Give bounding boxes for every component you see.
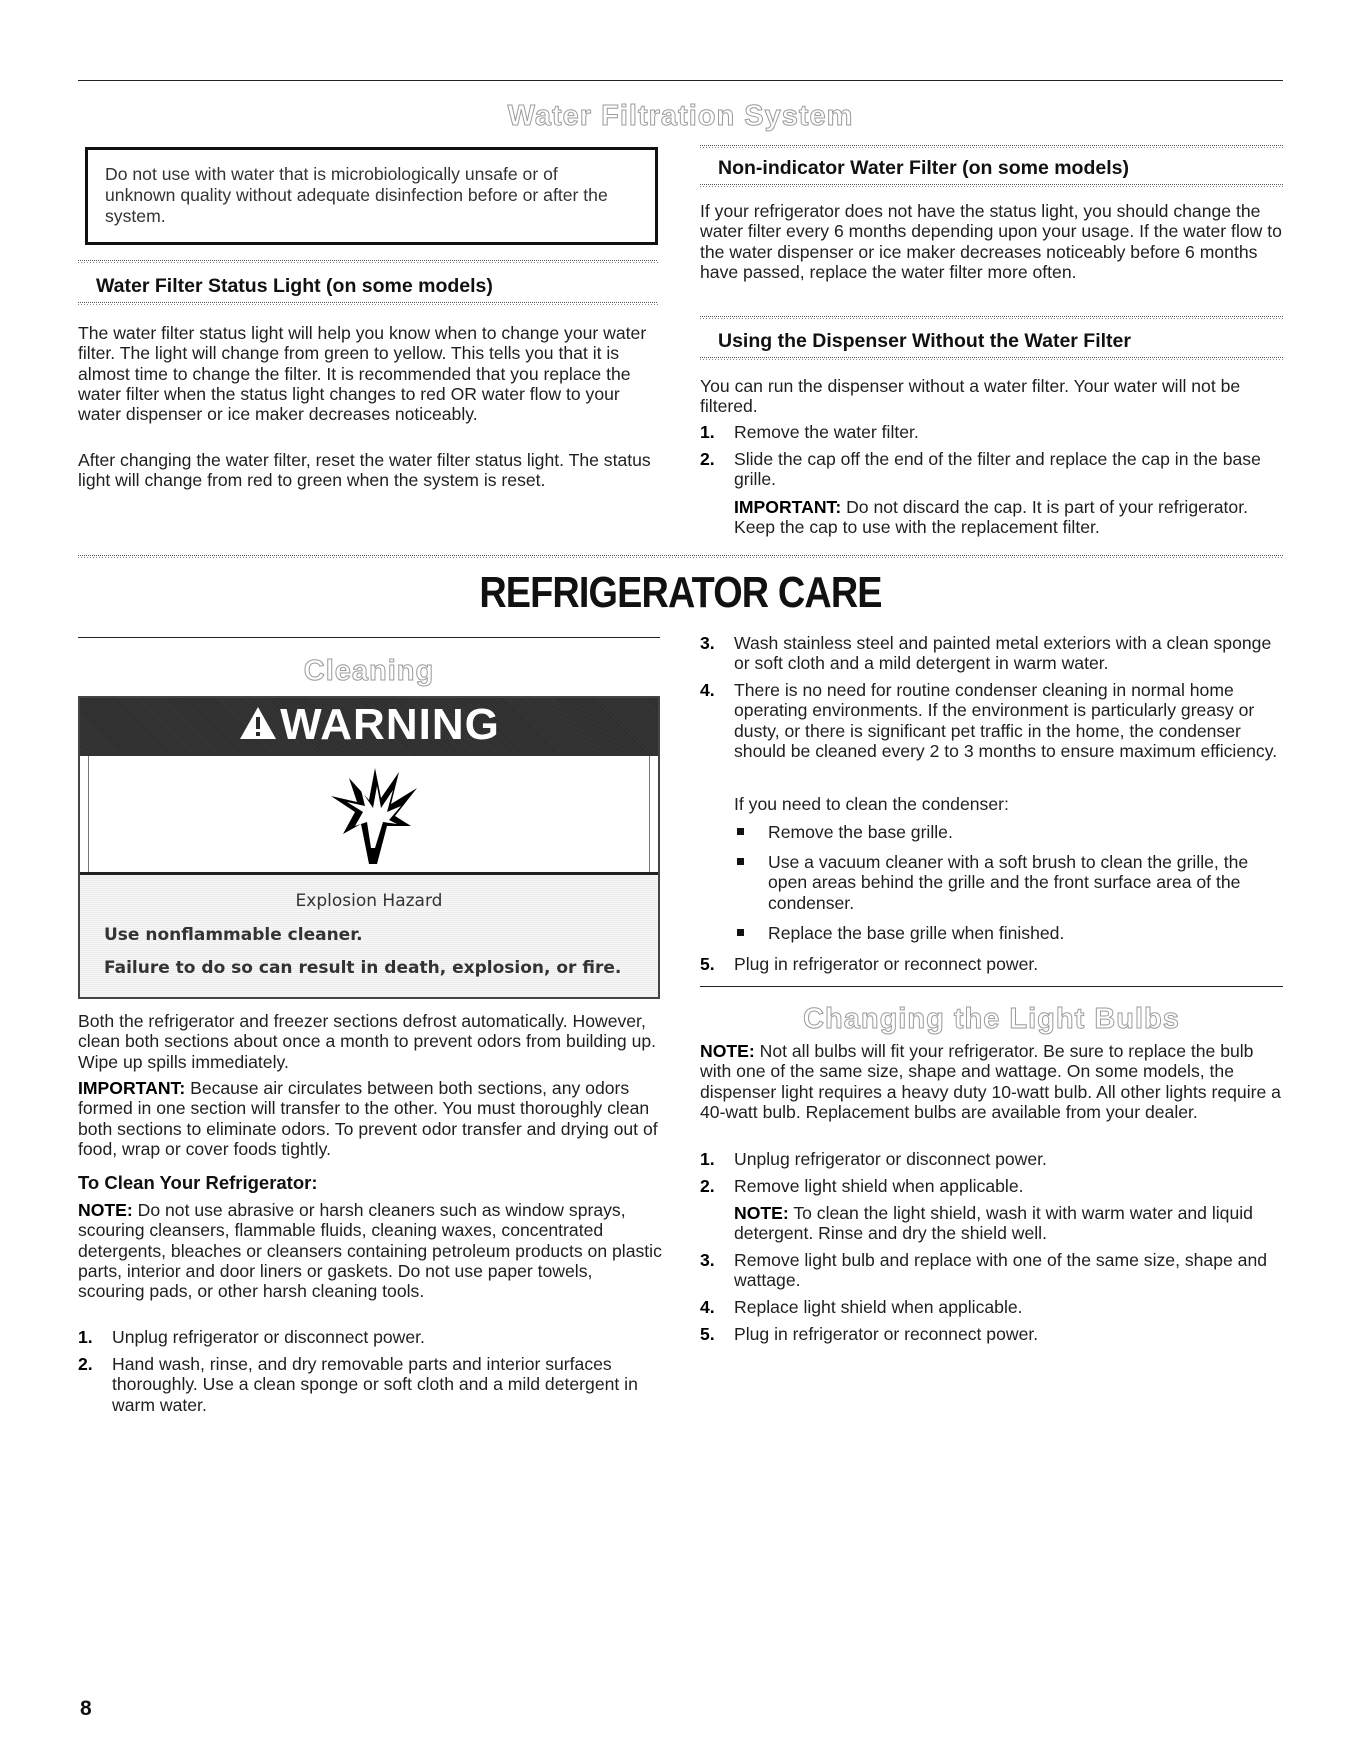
step-number: 4. — [700, 1297, 715, 1317]
warning-line-1: Use nonflammable cleaner. — [104, 925, 363, 945]
section-divider — [700, 357, 1283, 360]
cleaning-step-4 — [700, 680, 1283, 761]
clean-your-refrigerator-heading: To Clean Your Refrigerator: — [78, 1172, 318, 1193]
without-filter-step-1 — [700, 422, 1283, 442]
water-filtration-title: Water Filtration System — [507, 100, 854, 132]
warning-triangle-icon — [238, 705, 278, 741]
light-bulb-step-1 — [700, 1149, 1283, 1169]
note-label: NOTE: — [78, 1200, 133, 1220]
important-label: IMPORTANT: — [78, 1078, 186, 1098]
step-number: 2. — [78, 1354, 93, 1374]
step-number: 4. — [700, 680, 715, 700]
step-text: Remove light bulb and replace with one of the same size, shape and wattage. — [734, 1250, 1268, 1291]
bullet-text: Use a vacuum cleaner with a soft brush to clean the grille, the open areas behind the grille and the front surface area of the condenser. — [768, 852, 1249, 913]
warning-word: WARNING — [280, 700, 500, 749]
important-text: Because air circulates between both sections, any odors formed in one section will transfer to the other. You must thoroughly clean both sections to eliminate odors. To prevent odor transfer and drying out of food, wrap or cover foods tightly. — [78, 1078, 658, 1159]
without-filter-heading: Using the Dispenser Without the Water Filter — [718, 330, 1131, 352]
light-bulbs-note — [700, 1041, 1283, 1122]
without-filter-paragraph: You can run the dispenser without a water filter. Your water will not be filtered. — [700, 376, 1241, 417]
step-number: 2. — [700, 1176, 715, 1196]
condenser-bullet-1 — [737, 822, 1283, 842]
cleaning-step-1 — [78, 1327, 663, 1347]
light-bulb-step-2 — [700, 1176, 1283, 1196]
without-filter-important — [734, 497, 1274, 538]
light-bulb-step-4 — [700, 1297, 1283, 1317]
bullet-square-icon — [737, 929, 744, 936]
light-bulbs-rule — [700, 986, 1283, 987]
non-indicator-paragraph: If your refrigerator does not have the status light, you should change the water filter every 6 months depending upon your usage. If the water flow to the water dispenser or ice maker decreases noticeably before 6 months have passed, replace the water filter more often. — [700, 201, 1282, 282]
note-text: Do not use abrasive or harsh cleaners such as window sprays, scouring cleansers, flammable fluids, cleaning waxes, concentrated detergents, bleaches or cleansers containing petroleum products on plastic parts, interior and door liners or gaskets. Do not use paper towels, scouring pads, or other harsh cleaning tools. — [78, 1200, 662, 1302]
step-number: 3. — [700, 633, 715, 653]
bullet-text: Remove the base grille. — [768, 822, 953, 842]
note-label: NOTE: — [734, 1203, 789, 1223]
section-divider — [700, 184, 1283, 187]
step-text: Unplug refrigerator or disconnect power. — [112, 1327, 425, 1347]
cleaning-step-3 — [700, 633, 1283, 674]
step-number: 1. — [700, 1149, 715, 1169]
warning-box — [78, 696, 660, 999]
step-text: Wash stainless steel and painted metal exteriors with a clean sponge or soft cloth and a mild detergent in warm water. — [734, 633, 1272, 674]
cleaning-step-2 — [78, 1354, 663, 1415]
cleaning-important — [78, 1078, 663, 1159]
section-divider — [700, 145, 1283, 148]
status-light-heading: Water Filter Status Light (on some models) — [96, 275, 493, 297]
warning-text-area — [80, 875, 658, 997]
warning-line-2: Failure to do so can result in death, explosion, or fire. — [104, 958, 622, 978]
without-filter-step-2 — [700, 449, 1283, 490]
section-divider — [78, 260, 658, 263]
warning-header-text — [80, 700, 658, 750]
condenser-bullet-2 — [737, 852, 1283, 913]
important-text: Do not discard the cap. It is part of your refrigerator. Keep the cap to use with the replacement filter. — [734, 497, 1248, 538]
step-text: Unplug refrigerator or disconnect power. — [734, 1149, 1047, 1169]
step-text: Hand wash, rinse, and dry removable parts and interior surfaces thoroughly. Use a clean sponge or soft cloth and a mild detergent in warm water. — [112, 1354, 638, 1415]
warning-hazard-title: Explosion Hazard — [295, 891, 443, 911]
cleaning-note — [78, 1200, 663, 1301]
status-light-paragraph-1: The water filter status light will help you know when to change your water filter. The light will change from green to yellow. This tells you that it is almost time to change the filter. It is recommended that you replace the water filter when the status light changes to red OR water flow to your water dispenser or ice maker decreases noticeably. — [78, 323, 647, 425]
step-text: Replace light shield when applicable. — [734, 1297, 1023, 1317]
section-divider — [78, 302, 658, 305]
step-text: Remove the water filter. — [734, 422, 919, 442]
note-text: Not all bulbs will fit your refrigerator. Be sure to replace the bulb with one of the same size, shape and wattage. On some models, the dispenser light requires a heavy duty 10-watt bulb. All other lights require a 40-watt bulb. Replacement bulbs are available from your dealer. — [700, 1041, 1281, 1122]
step-number: 1. — [78, 1327, 93, 1347]
non-indicator-heading: Non-indicator Water Filter (on some models) — [718, 157, 1129, 179]
step-text: Plug in refrigerator or reconnect power. — [734, 954, 1039, 974]
water-safety-notice-text: Do not use with water that is microbiologically unsafe or of unknown quality without adequate disinfection before or after the system. — [105, 164, 608, 226]
condenser-bullet-3 — [737, 923, 1283, 943]
explosion-icon — [329, 764, 419, 864]
bullet-text: Replace the base grille when finished. — [768, 923, 1065, 943]
cleaning-paragraph-1: Both the refrigerator and freezer sections defrost automatically. However, clean both sections about once a month to prevent odors from building up. Wipe up spills immediately. — [78, 1011, 657, 1072]
step-text: Plug in refrigerator or reconnect power. — [734, 1324, 1039, 1344]
water-safety-notice — [85, 147, 658, 245]
light-bulb-step-2-note — [734, 1203, 1274, 1244]
important-label: IMPORTANT: — [734, 497, 842, 517]
condenser-intro: If you need to clean the condenser: — [734, 794, 1009, 814]
top-rule — [78, 80, 1283, 81]
page-number: 8 — [80, 1697, 92, 1720]
light-bulbs-title: Changing the Light Bulbs — [803, 1003, 1180, 1035]
bullet-square-icon — [737, 858, 744, 865]
status-light-paragraph-2: After changing the water filter, reset the water filter status light. The status light will change from red to green when the system is reset. — [78, 450, 651, 491]
cleaning-step-5 — [700, 954, 1283, 974]
section-divider — [700, 316, 1283, 319]
cleaning-title: Cleaning — [303, 655, 435, 687]
step-number: 5. — [700, 1324, 715, 1344]
step-text: There is no need for routine condenser cleaning in normal home operating environments. If the environment is particularly greasy or dusty, or there is significant pet traffic in the home, the condenser should be cleaned every 2 to 3 months to ensure maximum efficiency. — [734, 680, 1278, 761]
step-number: 1. — [700, 422, 715, 442]
step-number: 5. — [700, 954, 715, 974]
step-number: 2. — [700, 449, 715, 469]
warning-symbol-area — [88, 756, 650, 872]
note-label: NOTE: — [700, 1041, 755, 1061]
bullet-square-icon — [737, 828, 744, 835]
section-divider — [78, 555, 1283, 558]
step-text: Remove light shield when applicable. — [734, 1176, 1024, 1196]
cleaning-rule — [78, 637, 660, 638]
step-number: 3. — [700, 1250, 715, 1270]
light-bulb-step-3 — [700, 1250, 1283, 1291]
note-text: To clean the light shield, wash it with warm water and liquid detergent. Rinse and dry the shield well. — [734, 1203, 1253, 1244]
warning-header — [80, 698, 658, 756]
step-text: Slide the cap off the end of the filter and replace the cap in the base grille. — [734, 449, 1261, 490]
light-bulb-step-5 — [700, 1324, 1283, 1344]
page-title: REFRIGERATOR CARE — [479, 568, 882, 617]
